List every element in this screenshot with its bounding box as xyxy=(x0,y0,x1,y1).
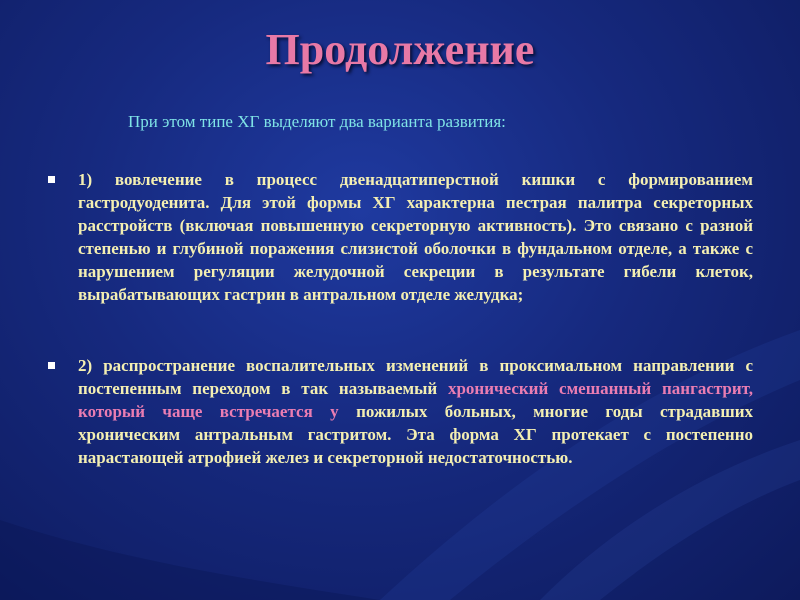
square-bullet-icon xyxy=(48,176,55,183)
bullet-list xyxy=(78,168,753,469)
square-bullet-icon xyxy=(48,362,55,369)
bullet-text-2-highlight: хронический смешанный пангастрит, который чаще встречается у xyxy=(78,379,753,421)
bullet-item-1 xyxy=(78,168,753,306)
bullet-text-2-end: пожилых больных, многие годы страдавших хроническим антральным гастритом. Эта форма ХГ протекает с постепенно нарастающей атрофией желез и секреторной недостаточностью. xyxy=(78,402,753,467)
bullet-item-2 xyxy=(78,354,753,469)
slide-subtitle: При этом типе ХГ выделяют два варианта развития: xyxy=(128,112,506,131)
bullet-text-2-start: 2) распространение воспалительных изменений в проксимальном направлении с постепенным переходом в так называемый xyxy=(78,356,753,398)
bullet-text-1: 1) вовлечение в процесс двенадцатиперстной кишки с формированием гастродуоденита. Для этой формы ХГ характерна пестрая палитра секреторных расстройств (включая повышенную секреторную активность). Это связано с разной степенью и глубиной поражения слизистой оболочки в фундальном отделе, а также с нарушением регуляции желудочной секреции в результате гибели клеток, вырабатывающих гастрин в антральном отделе желудка; xyxy=(78,170,753,304)
slide-title: Продолжение xyxy=(265,25,535,74)
